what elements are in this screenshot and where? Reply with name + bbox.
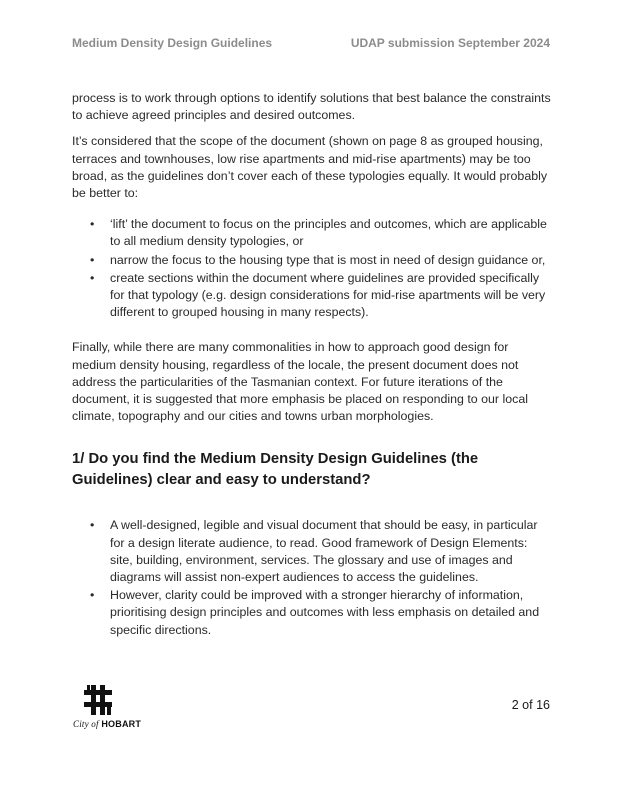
page-of: of [522,698,533,712]
page-number [512,698,550,712]
document-title: Medium Density Design Guidelines [72,36,273,50]
bullet-list-2 [72,517,552,638]
paragraph-1: process is to work through options to identify solutions that best balance the constraints to achieve agreed principles and desired outcomes. [72,91,551,123]
submission-label: UDAP submission September 2024 [350,36,550,50]
question-heading: 1/ Do you find the Medium Density Design Guidelines (the Guidelines) clear and easy to understand? [72,451,479,489]
list-item: • narrow the focus to the housing type that is most in need of design guidance or, [110,252,552,269]
paragraph-2: It’s considered that the scope of the document (shown on page 8 as grouped housing, terraces and townhouses, low rise apartments and mid-rise apartments) may be too broad, as the guidelines don’t cover each of these typologies equally. It would probably be better to: [72,134,548,201]
page-current: 2 [511,698,519,712]
logo-hobart-text: HOBART [101,719,142,729]
paragraph-3: Finally, while there are many commonalities in how to approach good design for medium density housing, regardless of the locale, the present document does not address the particularities of the Tasmanian context. For future iterations of the document, it is suggested that more emphasis be placed on responding to our local climate, topography and our cities and towns urban morphologies. [72,340,528,424]
bullet-list-1 [72,216,552,321]
list-item: • However, clarity could be improved with a stronger hierarchy of information, prioritising design principles and outcomes with less emphasis on detailed and specific directions. [110,587,552,639]
page-total: 16 [536,698,550,712]
list-item: • A well-designed, legible and visual document that should be easy, in particular for a design literate audience, to read. Good framework of Design Elements: site, building, environment, services. The glossary and use of images and diagrams will assist non-expert audiences to access the guidelines. [110,517,552,586]
list-item: • create sections within the document where guidelines are provided specifically for that typology (e.g. design considerations for mid-rise apartments will be very different to grouped housing in many respects). [110,270,552,322]
logo-city-text: City of [73,719,99,729]
page-header [72,36,550,50]
document-body [72,90,552,657]
logo-wordmark [73,719,141,729]
list-item: • ‘lift’ the document to focus on the principles and outcomes, which are applicable to all medium density typologies, or [110,216,552,250]
